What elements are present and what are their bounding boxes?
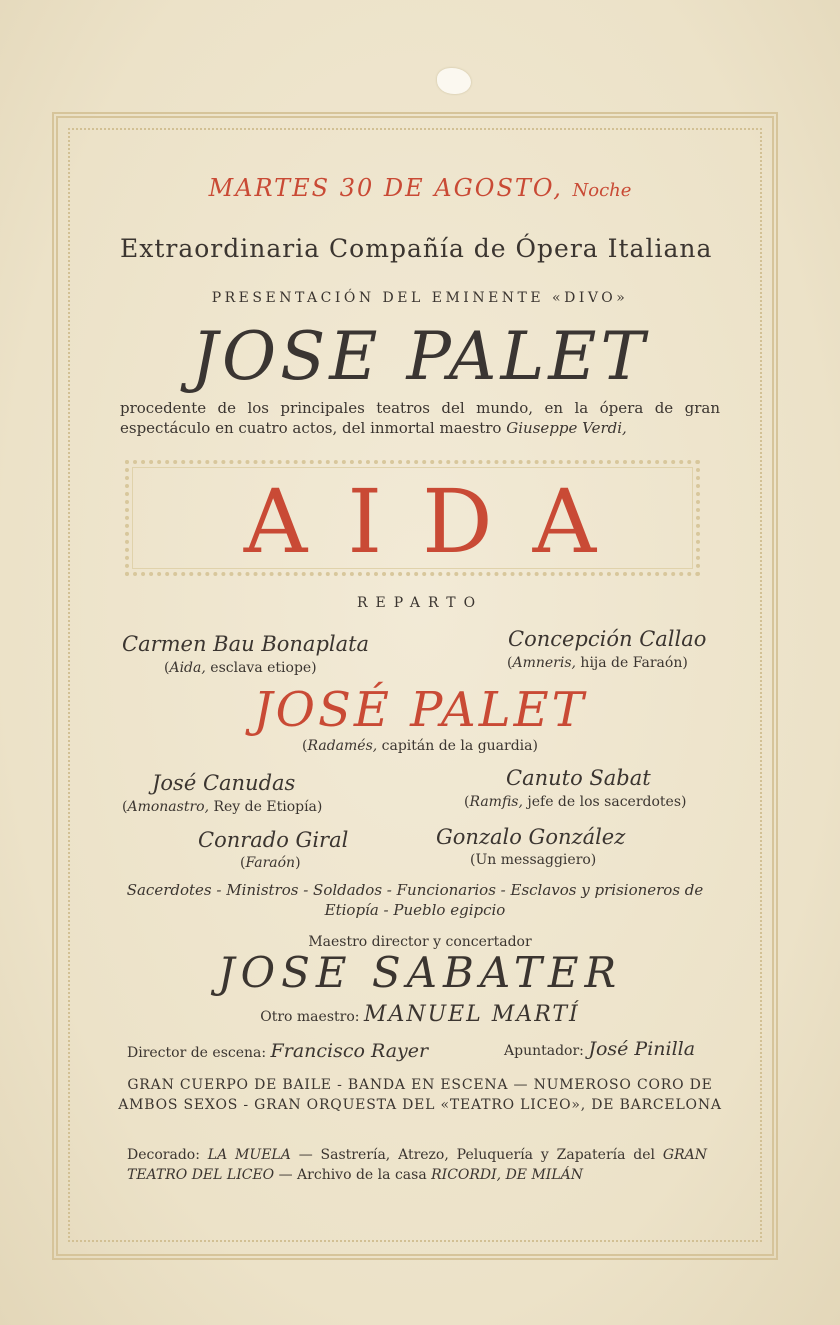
ensemble-text: GRAN CUERPO DE BAILE - BANDA EN ESCENA — NUMEROSO CORO DE AMBOS SEXOS - GRAN ORQUESTA DEL «TEATRO LICEO», DE BARCELONA: [118, 1077, 722, 1113]
cast-role: (Radamés, capitán de la guardia): [302, 738, 538, 754]
conductor-label: Maestro director y concertador: [308, 934, 532, 950]
cast-role: (Un messaggiero): [470, 852, 597, 868]
lead-name: JOSÉ PALET: [253, 682, 587, 738]
stage-director: Director de escena: Francisco Rayer: [127, 1040, 429, 1062]
star-name: JOSE PALET: [191, 318, 649, 395]
presentation-line: PRESENTACIÓN DEL EMINENTE «DIVO»: [211, 290, 629, 306]
cast-role: (Amonastro, Rey de Etiopía): [122, 799, 323, 815]
cast-heading: REPARTO: [356, 595, 484, 611]
company-name: Extraordinaria Compañía de Ópera Italiana: [120, 234, 713, 263]
intro-text: procedente de los principales teatros del mundo, en la ópera de gran espectáculo en cuatro actos, del inmortal maestro Giuseppe Verdi,: [120, 399, 720, 437]
cast-name: José Canudas: [152, 771, 296, 795]
chorus-list: Sacerdotes - Ministros - Soldados - Funcionarios - Esclavos y prisioneros de Etiopía - Pueblo egipcio: [126, 881, 704, 919]
cast-role: (Ramfis, jefe de los sacerdotes): [464, 794, 687, 810]
performance-date: MARTES 30 DE AGOSTO, Noche: [208, 174, 632, 202]
other-maestro: Otro maestro: MANUEL MARTÍ: [260, 1002, 580, 1027]
prompter: Apuntador: José Pinilla: [504, 1038, 696, 1060]
paper-tear: [437, 68, 471, 94]
conductor-name: JOSE SABATER: [217, 948, 623, 997]
opera-title: AIDA: [243, 470, 637, 573]
cast-name: Conrado Giral: [198, 828, 349, 852]
cast-role: (Amneris, hija de Faraón): [507, 655, 688, 671]
cast-role: (Aida, esclava etiope): [164, 660, 317, 676]
cast-name: Gonzalo González: [436, 825, 626, 849]
cast-role: (Faraón): [240, 855, 301, 871]
cast-name: Concepción Callao: [508, 627, 707, 651]
cast-name: Canuto Sabat: [506, 766, 651, 790]
cast-name: Carmen Bau Bonaplata: [122, 632, 370, 656]
decor-credits: Decorado: LA MUELA — Sastrería, Atrezo, Peluquería y Zapatería del GRAN TEATRO DEL LICEO — Archivo de la casa RICORDI, DE MILÁN: [127, 1147, 707, 1183]
